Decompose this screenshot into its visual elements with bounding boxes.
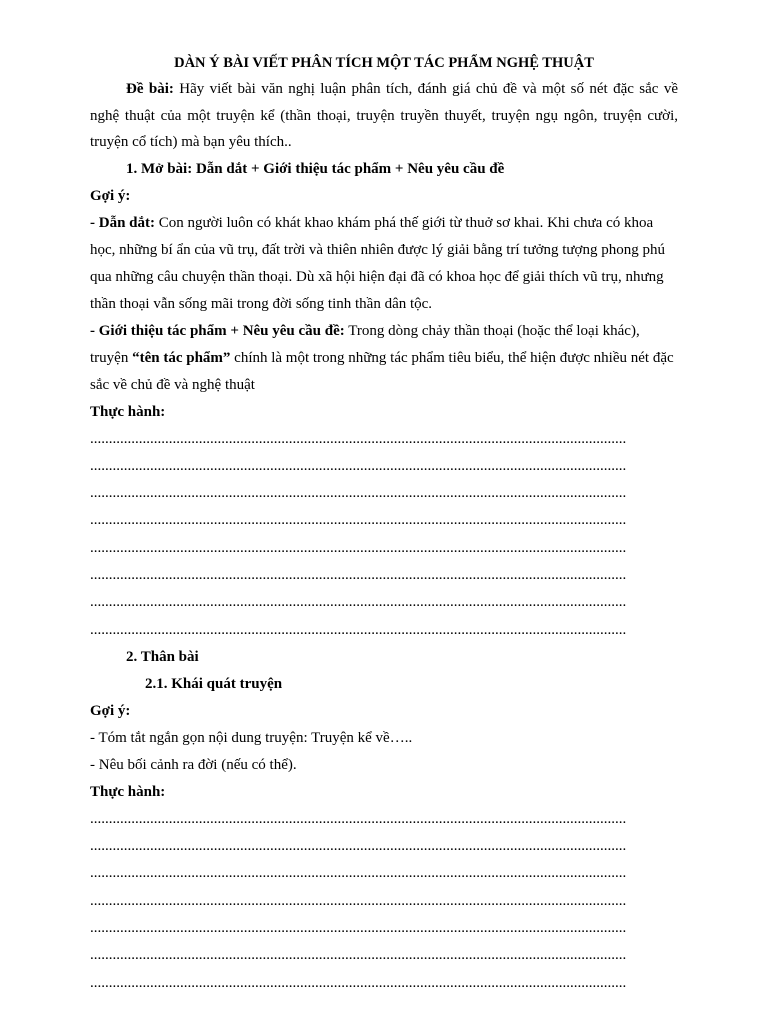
answer-dotted-line[interactable]: ............................................................................................................................................... [90, 485, 627, 502]
gioi-thieu-post: chính là một trong những tác phẩm tiêu biểu, thể hiện được nhiều nét đặc [230, 349, 674, 366]
answer-dotted-line[interactable]: ............................................................................................................................................... [90, 566, 627, 583]
de-bai-text: Hãy viết bài văn nghị luận phân tích, đánh giá chủ đề và một số nét đặc sắc về nghệ thuật của một truyện kể (thần thoại, truyện truyền thuyết, truyện ngụ ngôn, truyện cười, truyện cổ tích) mà bạn yêu thích.. [90, 81, 678, 150]
than-bai-item-2: - Nêu bối cảnh ra đời (nếu có thể). [90, 756, 297, 773]
answer-dotted-line[interactable]: ............................................................................................................................................... [90, 974, 627, 991]
document-title: DÀN Ý BÀI VIẾT PHÂN TÍCH MỘT TÁC PHẨM NGHỆ THUẬT [174, 55, 594, 71]
answer-dotted-line[interactable]: ............................................................................................................................................... [90, 810, 627, 827]
gioi-thieu-text-1: Trong dòng chảy thần thoại (hoặc thể loại khác), [344, 322, 640, 339]
de-bai-label: Đề bài: [126, 81, 174, 97]
than-bai-item-1: - Tóm tắt ngắn gọn nội dung truyện: Truyện kể về….. [90, 729, 413, 746]
dan-dat-line-2: học, những bí ẩn của vũ trụ, đất trời và thiên nhiên được lý giải bằng trí tưởng tượng phong phú [90, 241, 665, 258]
mo-bai-goi-y-label: Gợi ý: [90, 187, 131, 204]
answer-dotted-line[interactable]: ............................................................................................................................................... [90, 865, 627, 882]
dan-dat-label: - Dẫn dắt: [90, 214, 156, 231]
gioi-thieu-line-2 [90, 345, 678, 372]
answer-dotted-line[interactable]: ............................................................................................................................................... [90, 838, 627, 855]
document-page [90, 50, 678, 997]
dan-dat-line-3: qua những câu chuyện thần thoại. Dù xã hội hiện đại đã có khoa học để giải thích vũ trụ, nhưng [90, 268, 664, 285]
gioi-thieu-label: - Giới thiệu tác phẩm + Nêu yêu cầu đề: [90, 322, 345, 339]
answer-dotted-line[interactable]: ............................................................................................................................................... [90, 539, 627, 556]
gioi-thieu-pre: truyện [90, 349, 133, 366]
than-bai-thuc-hanh-label: Thực hành: [90, 783, 166, 800]
answer-dotted-line[interactable]: ............................................................................................................................................... [90, 920, 627, 937]
gioi-thieu-line-1 [90, 318, 678, 345]
answer-dotted-line[interactable]: ............................................................................................................................................... [90, 430, 627, 447]
than-bai-heading: 2. Thân bài [126, 648, 199, 665]
answer-dotted-line[interactable]: ............................................................................................................................................... [90, 594, 627, 611]
ten-tac-pham-placeholder: “tên tác phẩm” [132, 349, 231, 366]
gioi-thieu-line-3: sắc về chủ đề và nghệ thuật [90, 376, 255, 393]
than-bai-answer-lines [90, 806, 678, 997]
answer-dotted-line[interactable]: ............................................................................................................................................... [90, 457, 627, 474]
mo-bai-heading: 1. Mở bài: Dẫn dắt + Giới thiệu tác phẩm + Nêu yêu cầu đề [126, 160, 505, 177]
dan-dat-line-4: thần thoại vẫn sống mãi trong đời sống tinh thần dân tộc. [90, 295, 433, 312]
dan-dat-text-1: Con người luôn có khát khao khám phá thế giới từ thuở sơ khai. Khi chưa có khoa [155, 214, 654, 231]
de-bai-paragraph [90, 76, 678, 156]
answer-dotted-line[interactable]: ............................................................................................................................................... [90, 892, 627, 909]
dan-dat-line-1 [90, 210, 678, 237]
than-bai-goi-y-label: Gợi ý: [90, 702, 131, 719]
mo-bai-answer-lines [90, 426, 678, 644]
than-bai-sub-heading: 2.1. Khái quát truyện [145, 675, 283, 692]
answer-dotted-line[interactable]: ............................................................................................................................................... [90, 512, 627, 529]
mo-bai-thuc-hanh-label: Thực hành: [90, 403, 166, 420]
answer-dotted-line[interactable]: ............................................................................................................................................... [90, 947, 627, 964]
answer-dotted-line[interactable]: ............................................................................................................................................... [90, 621, 627, 638]
